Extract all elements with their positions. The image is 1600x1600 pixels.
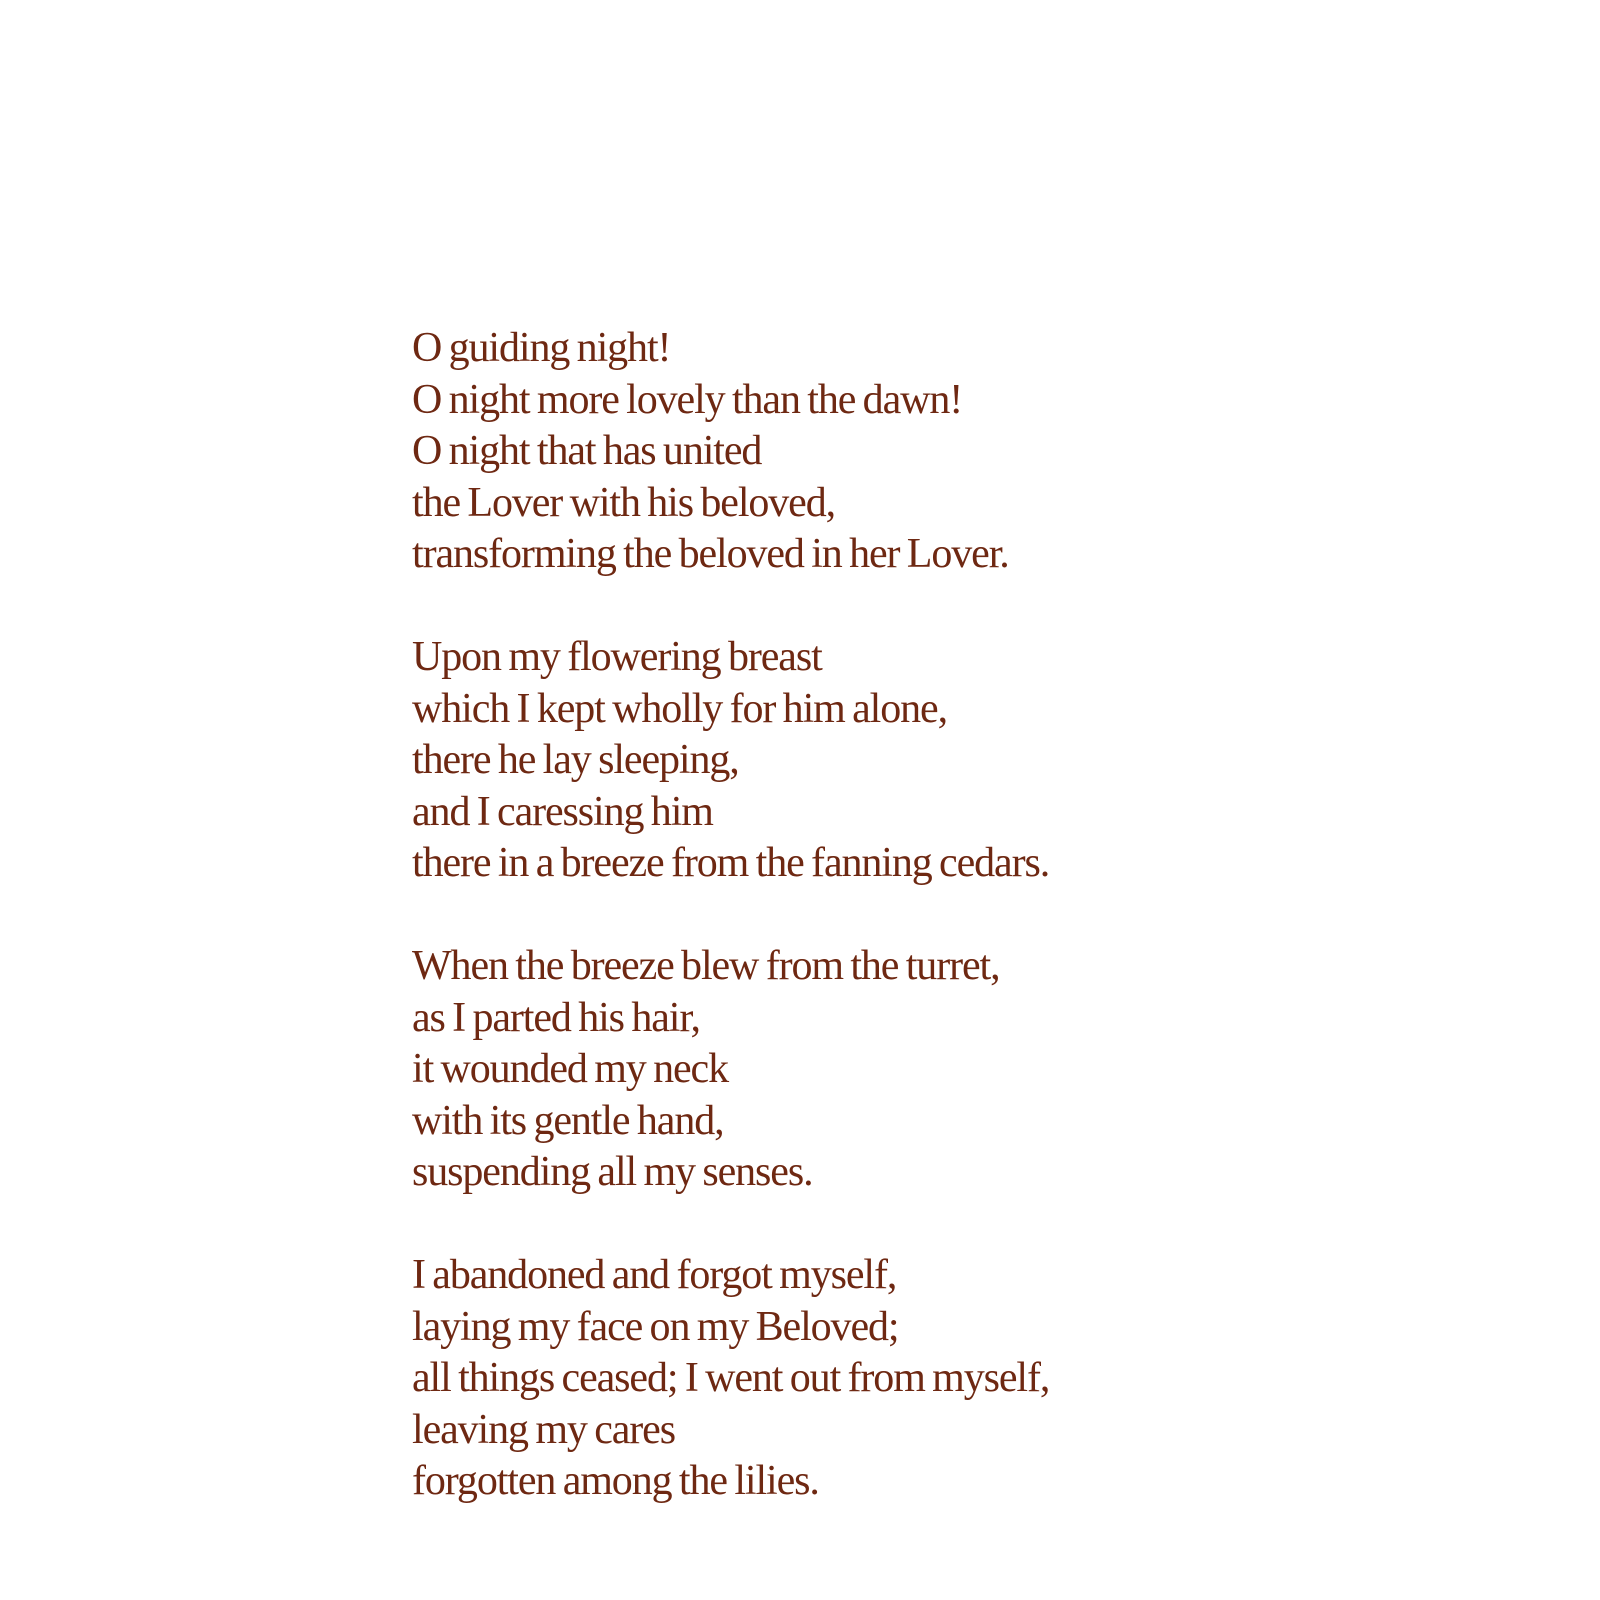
poem-line: leaving my cares	[412, 1406, 675, 1453]
stanza-1	[412, 323, 1412, 581]
stanza-4	[412, 1250, 1412, 1508]
poem-line: O night that has united	[412, 428, 762, 474]
poem-line: When the breeze blew from the turret,	[412, 943, 1000, 989]
poem-line: suspending all my senses.	[412, 1149, 813, 1195]
poem-line: transforming the beloved in her Lover.	[412, 531, 1009, 577]
poem-text	[412, 323, 1412, 1508]
poem-line: as I parted his hair,	[412, 994, 700, 1041]
poem-line: forgotten among the lilies.	[412, 1458, 819, 1504]
poem-line: O guiding night!	[412, 325, 671, 371]
poem-line: all things ceased; I went out from myself,	[412, 1355, 1050, 1401]
stanza-3	[412, 941, 1412, 1199]
poem-line: it wounded my neck	[412, 1046, 728, 1092]
poem-line: with its gentle hand,	[412, 1097, 724, 1144]
poem-line: O night more lovely than the dawn!	[412, 376, 963, 423]
poem-line: which I kept wholly for him alone,	[412, 685, 947, 732]
poem-line: Upon my flowering breast	[412, 634, 822, 680]
poem-line: I abandoned and forgot myself,	[412, 1252, 897, 1298]
poem-line: there he lay sleeping,	[412, 737, 739, 783]
poem-line: and I caressing him	[412, 788, 713, 835]
poem-line: the Lover with his beloved,	[412, 479, 836, 526]
stanza-2	[412, 632, 1412, 890]
poem-line: there in a breeze from the fanning cedars.	[412, 840, 1050, 886]
poem-line: laying my face on my Beloved;	[412, 1303, 899, 1350]
